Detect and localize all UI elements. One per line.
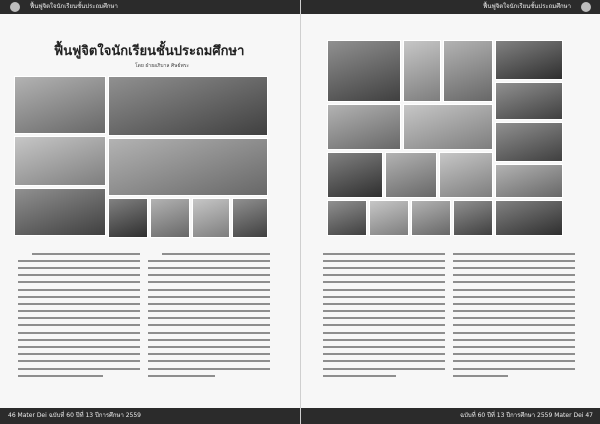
- photo-altar: [108, 198, 148, 238]
- photo-chapel: [14, 136, 106, 186]
- photo-girls-smiling: [443, 40, 493, 102]
- flower-ornament-icon: [10, 2, 20, 12]
- flower-ornament-icon: [581, 2, 591, 12]
- right-header-text: ฟื้นฟูจิตใจนักเรียนชั้นประถมศึกษา: [483, 3, 571, 10]
- photo-teacher-class: [14, 188, 106, 236]
- photo-prayer: [150, 198, 190, 238]
- photo-group-prayer: [495, 164, 563, 198]
- photo-small-5: [495, 200, 563, 236]
- photo-sanctuary: [495, 40, 563, 80]
- right-page: [300, 0, 600, 424]
- photo-children: [232, 198, 268, 238]
- photo-mass: [495, 122, 563, 162]
- photo-small-2: [369, 200, 409, 236]
- article-title: ฟื้นฟูจิตใจนักเรียนชั้นประถมศึกษา: [54, 44, 245, 59]
- left-text-column-1: [18, 250, 140, 379]
- left-header-text: ฟื้นฟูจิตใจนักเรียนชั้นประถมศึกษา: [30, 3, 118, 10]
- right-text-column-2: [453, 250, 575, 379]
- photo-assembly-hall: [108, 138, 268, 196]
- photo-girl-portrait: [403, 40, 441, 102]
- article-byline: โดย ฝ่ายอภิบาล ศิษย์พระ: [135, 63, 190, 69]
- right-running-header: [301, 0, 600, 14]
- left-running-header: [0, 0, 300, 14]
- photo-small-1: [327, 200, 367, 236]
- photo-candles: [192, 198, 230, 238]
- right-footer-text: ฉบับที่ 60 ปีที่ 13 ปีการศึกษา 2559 Mater Dei 47: [460, 412, 593, 419]
- photo-candle-light: [327, 152, 383, 198]
- right-text-column-1: [323, 250, 445, 379]
- left-text-column-2: [148, 250, 270, 379]
- right-footer: [301, 408, 600, 424]
- photo-small-3: [411, 200, 451, 236]
- photo-small-4: [453, 200, 493, 236]
- photo-church-interior: [327, 40, 401, 102]
- photo-classroom: [14, 76, 106, 134]
- left-footer-text: 46 Mater Dei ฉบับที่ 60 ปีที่ 13 ปีการศึกษา 2559: [8, 412, 141, 419]
- photo-classroom-activity: [327, 104, 401, 150]
- photo-teacher-speaking: [439, 152, 493, 198]
- photo-statue: [495, 82, 563, 120]
- left-footer: [0, 408, 300, 424]
- photo-students-group: [108, 76, 268, 136]
- photo-students-reading: [385, 152, 437, 198]
- photo-children-seated: [403, 104, 493, 150]
